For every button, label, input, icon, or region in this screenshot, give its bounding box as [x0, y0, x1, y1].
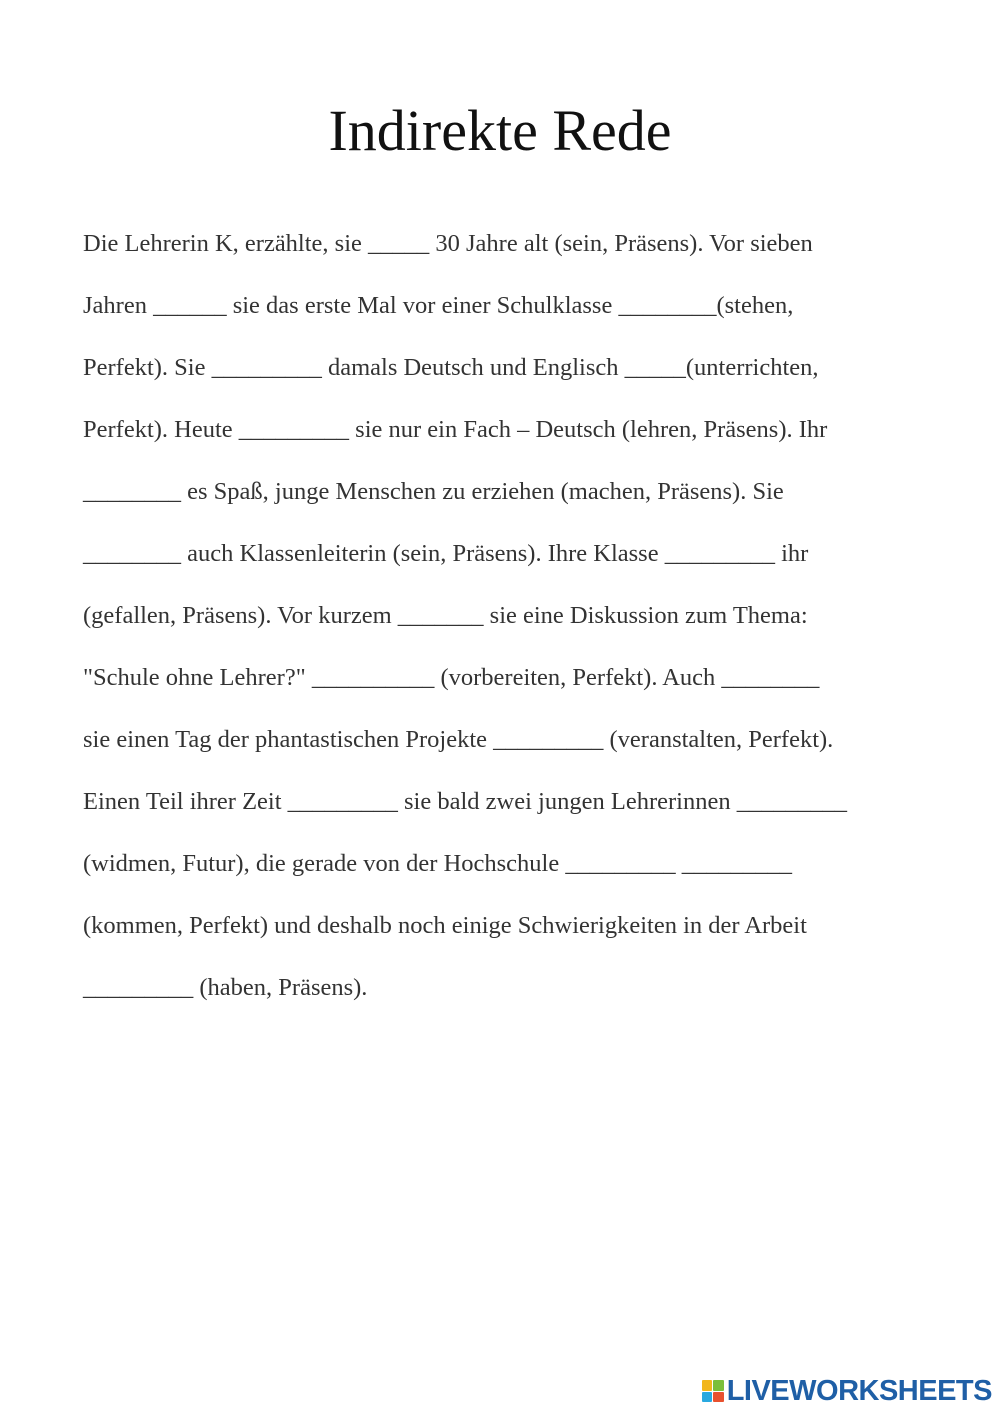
liveworksheets-logo-icon	[702, 1380, 724, 1402]
text-line: (kommen, Perfekt) und deshalb noch einige Schwierigkeiten in der Arbeit	[83, 912, 807, 939]
page-title: Indirekte Rede	[328, 98, 672, 163]
text-line: "Schule ohne Lehrer?" __________ (vorbereiten, Perfekt). Auch ________	[83, 664, 820, 691]
text-line: Die Lehrerin K, erzählte, sie _____ 30 Jahre alt (sein, Präsens). Vor sieben	[83, 230, 813, 257]
text-line: Einen Teil ihrer Zeit _________ sie bald zwei jungen Lehrerinnen _________	[83, 788, 847, 815]
text-line: _________ (haben, Präsens).	[83, 974, 368, 1001]
text-line: (widmen, Futur), die gerade von der Hochschule _________ _________	[83, 850, 792, 877]
logo-square	[713, 1380, 724, 1391]
text-line: sie einen Tag der phantastischen Projekte _________ (veranstalten, Perfekt).	[83, 726, 834, 753]
text-line: ________ auch Klassenleiterin (sein, Präsens). Ihre Klasse _________ ihr	[83, 540, 809, 567]
logo-square	[713, 1392, 724, 1403]
text-line: Jahren ______ sie das erste Mal vor einer Schulklasse ________(stehen,	[83, 292, 794, 319]
brand-name: LIVEWORKSHEETS	[726, 1375, 992, 1407]
liveworksheets-logo	[702, 1373, 992, 1409]
text-line: ________ es Spaß, junge Menschen zu erziehen (machen, Präsens). Sie	[83, 478, 784, 505]
text-line: (gefallen, Präsens). Vor kurzem _______ sie eine Diskussion zum Thema:	[83, 602, 808, 629]
text-line: Perfekt). Sie _________ damals Deutsch und Englisch _____(unterrichten,	[83, 354, 819, 381]
text-line: Perfekt). Heute _________ sie nur ein Fach – Deutsch (lehren, Präsens). Ihr	[83, 416, 828, 443]
exercise-text	[83, 213, 983, 1019]
logo-square	[702, 1380, 713, 1391]
logo-square	[702, 1392, 713, 1403]
